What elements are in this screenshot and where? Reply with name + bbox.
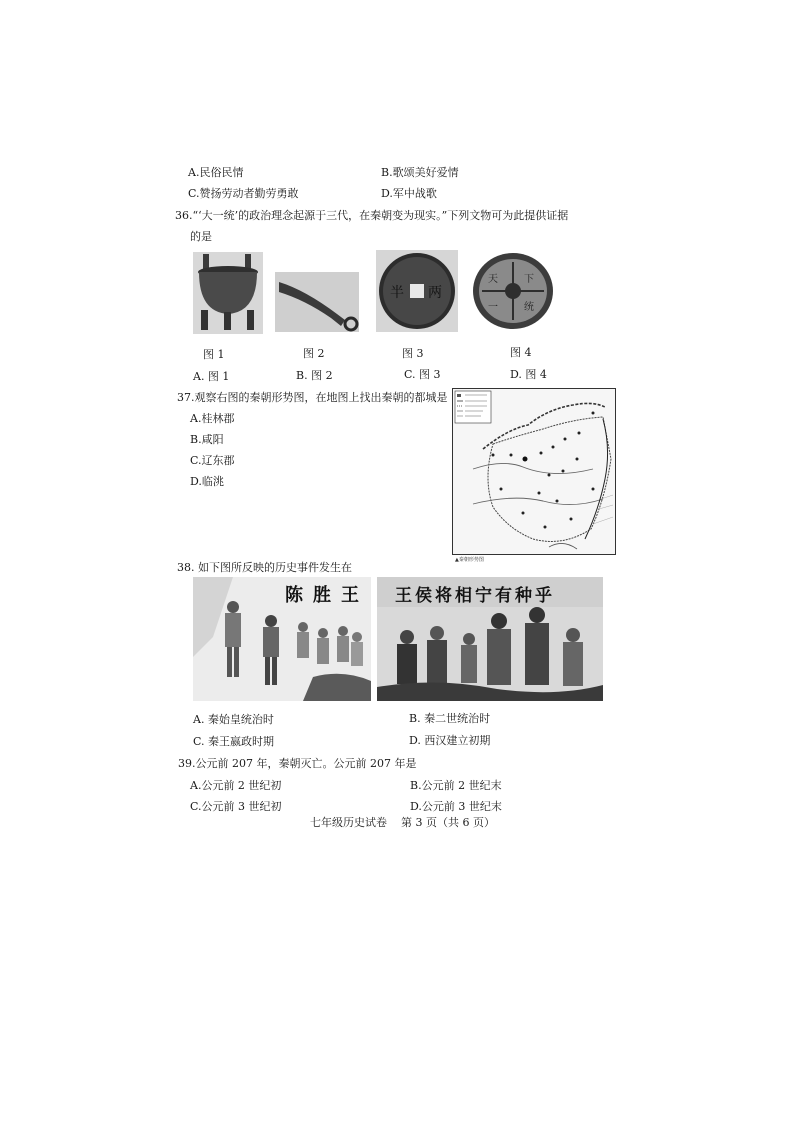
comic-panel-1-title: 陈胜王 [285,585,369,606]
q37-option-a: A.桂林郡 [190,412,235,425]
svg-text:天: 天 [488,274,498,285]
q38-option-b: B. 秦二世统治时 [409,712,491,725]
comic-panel-2-title: 王侯将相宁有种乎 [395,586,555,606]
figure-4-label: 图 4 [510,346,532,359]
q35-option-d: D.军中战歌 [381,187,437,200]
q39-option-c: C.公元前 3 世纪初 [190,800,282,813]
figure-3-ban-liang-coin-image [376,250,458,332]
comic-panel-wang-hou-jiang-xiang [377,577,603,701]
qin-dynasty-map [452,388,616,555]
q39-stem: 39.公元前 207 年，秦朝灭亡。公元前 207 年是 [178,757,417,770]
comic-panel-chen-sheng-wang [193,577,371,701]
q37-option-c: C.辽东郡 [190,454,235,467]
q38-option-c: C. 秦王嬴政时期 [193,735,275,748]
svg-text:半: 半 [390,285,404,301]
q36-option-b: B. 图 2 [296,369,333,382]
q35-option-c: C.赞扬劳动者勤劳勇敢 [188,187,299,200]
q36-stem-line1: 36.“‘大一统’的政治理念起源于三代，在秦朝变为现实。”下列文物可为此提供证据 [175,209,569,222]
svg-text:下: 下 [524,274,534,285]
svg-text:统: 统 [524,302,534,313]
svg-text:一: 一 [488,302,498,313]
figure-4-tile-end-image [470,250,556,332]
map-caption: ▲秦朝形势图 [455,557,484,563]
q37-option-b: B.咸阳 [190,433,224,446]
q39-option-a: A.公元前 2 世纪初 [190,779,282,792]
q36-option-d: D. 图 4 [510,368,547,381]
figure-2-label: 图 2 [303,347,325,360]
page-footer: 七年级历史试卷 第 3 页（共 6 页） [310,816,495,829]
q39-option-d: D.公元前 3 世纪末 [410,800,502,813]
figure-3-label: 图 3 [402,347,424,360]
figure-1-label: 图 1 [203,348,225,361]
q37-stem: 37.观察右图的秦朝形势图，在地图上找出秦朝的都城是 [177,391,448,404]
figure-1-ding-image [193,252,263,334]
q37-option-d: D.临洮 [190,475,224,488]
q36-option-c: C. 图 3 [404,368,441,381]
q39-option-b: B.公元前 2 世纪末 [410,779,502,792]
svg-text:两: 两 [428,285,442,301]
q35-option-a: A.民俗民情 [188,166,244,179]
figure-2-knife-coin-image [275,272,359,332]
q38-option-d: D. 西汉建立初期 [409,734,491,747]
q35-option-b: B.歌颂美好爱情 [381,166,459,179]
q36-stem-line2: 的是 [190,230,212,243]
q38-option-a: A. 秦始皇统治时 [193,713,274,726]
q38-stem: 38. 如下图所反映的历史事件发生在 [177,561,352,574]
q36-option-a: A. 图 1 [193,370,230,383]
